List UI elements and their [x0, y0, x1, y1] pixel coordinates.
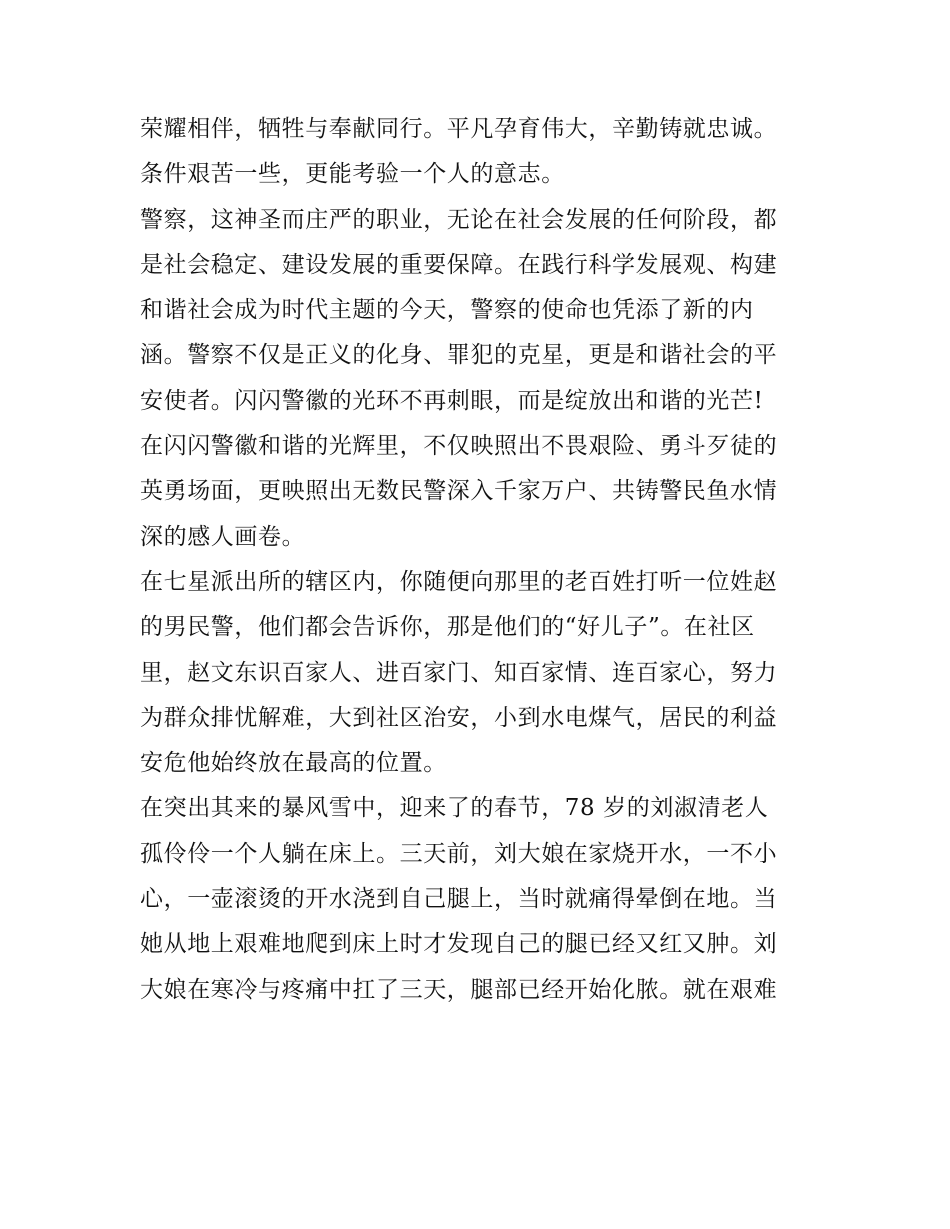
text-line: 是社会稳定、建设发展的重要保障。在践行科学发展观、构建: [140, 251, 778, 278]
text-line: 里，赵文东识百家人、进百家门、知百家情、连百家心，努力: [140, 659, 778, 686]
text-line: 为群众排忧解难，大到社区治安，小到水电煤气，居民的利益: [140, 704, 778, 731]
text-line: 安危他始终放在最高的位置。: [140, 750, 447, 777]
text-line: 安使者。闪闪警徽的光环不再刺眼，而是绽放出和谐的光芒!: [140, 387, 764, 414]
text-line: 深的感人画卷。: [140, 523, 306, 550]
text-line: 心，一壶滚烫的开水浇到自己腿上，当时就痛得晕倒在地。当: [140, 886, 778, 913]
text-line: 条件艰苦一些，更能考验一个人的意志。: [140, 161, 565, 188]
text-line: 在闪闪警徽和谐的光辉里，不仅映照出不畏艰险、勇斗歹徒的: [140, 433, 778, 460]
text-line: 的男民警，他们都会告诉你，那是他们的“好儿子”。在社区: [140, 614, 755, 641]
text-line: 在七星派出所的辖区内，你随便向那里的老百姓打听一位姓赵: [140, 568, 778, 595]
text-line: 大娘在寒冷与疼痛中扛了三天，腿部已经开始化脓。就在艰难: [140, 976, 778, 1003]
text-line: 她从地上艰难地爬到床上时才发现自己的腿已经又红又肿。刘: [140, 931, 778, 958]
text-line: 荣耀相伴，牺牲与奉献同行。平凡孕育伟大，辛勤铸就忠诚。: [140, 116, 778, 142]
document-body: [140, 107, 820, 1013]
text-line: 孤伶伶一个人躺在床上。三天前，刘大娘在家烧开水，一不小: [140, 840, 778, 867]
text-line: 涵。警察不仅是正义的化身、罪犯的克星，更是和谐社会的平: [140, 342, 778, 369]
text-line: 和谐社会成为时代主题的今天，警察的使命也凭添了新的内: [140, 297, 754, 324]
text-line: 警察，这神圣而庄严的职业，无论在社会发展的任何阶段，都: [140, 206, 778, 233]
text-line: 在突出其来的暴风雪中，迎来了的春节，78 岁的刘淑清老人: [140, 795, 769, 822]
text-line: 英勇场面，更映照出无数民警深入千家万户、共铸警民鱼水情: [140, 478, 778, 505]
